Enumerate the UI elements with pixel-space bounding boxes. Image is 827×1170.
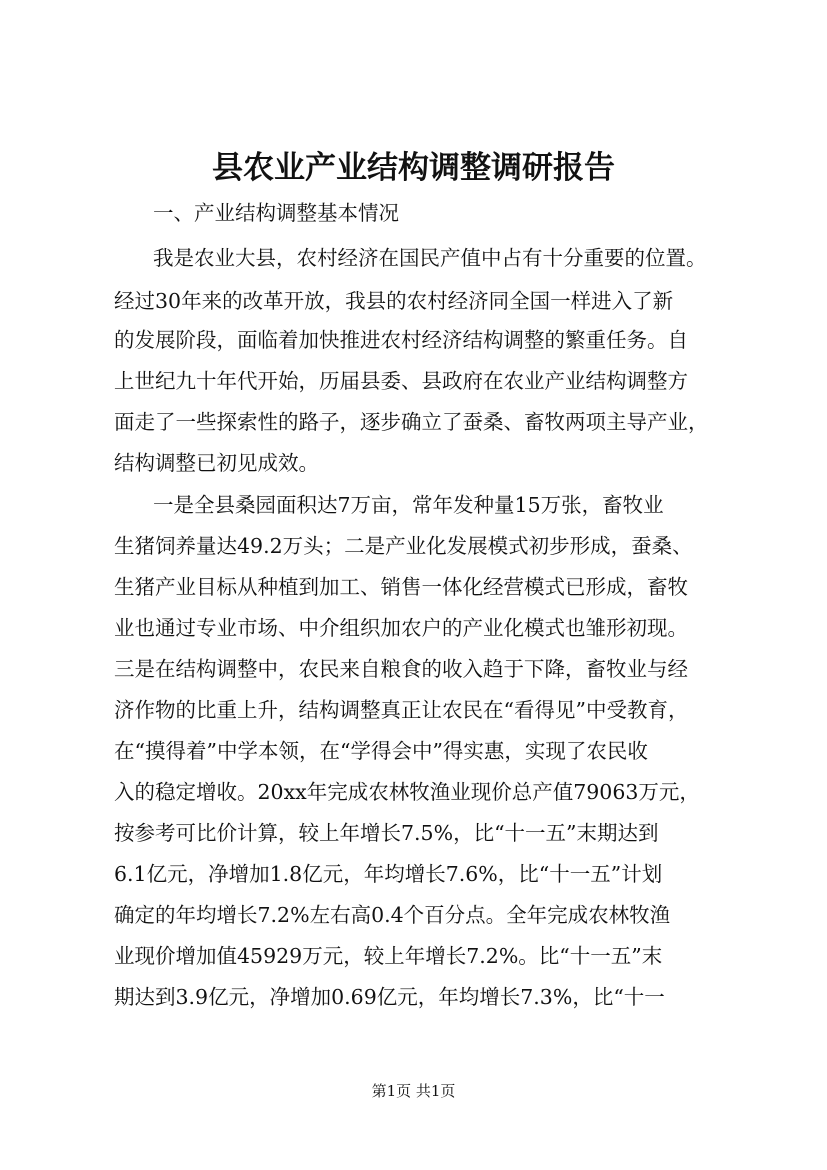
paragraph-line: 上世纪九十年代开始，历届县委、县政府在农业产业结构调整方: [114, 369, 688, 393]
paragraph-line: 我是农业大县，农村经济在国民产值中占有十分重要的位置。: [153, 246, 707, 270]
section-heading: 一、产业结构调整基本情况: [153, 201, 399, 225]
paragraph-line: 入的稳定增收。20xx年完成农林牧渔业现价总产值79063万元，: [114, 780, 700, 804]
paragraph-line: 业现价增加值45929万元，较上年增长7.2%。比“十一五”末: [114, 944, 663, 968]
paragraph-line: 在“摸得着”中学本领，在“学得会中”得实惠，实现了农民收: [114, 739, 648, 763]
page-footer: 第1页 共1页: [371, 1082, 456, 1100]
paragraph-line: 一是全县桑园面积达7万亩，常年发种量15万张，畜牧业: [153, 493, 664, 517]
document-title: 县农业产业结构调整调研报告: [212, 150, 615, 186]
paragraph-line: 期达到3.9亿元，净增加0.69亿元，年均增长7.3%，比“十一: [114, 985, 665, 1009]
paragraph-line: 结构调整已初见成效。: [114, 451, 319, 475]
paragraph-line: 经过30年来的改革开放，我县的农村经济同全国一样进入了新: [114, 289, 674, 313]
paragraph-line: 三是在结构调整中，农民来自粮食的收入趋于下降，畜牧业与经: [114, 657, 688, 681]
paragraph-line: 确定的年均增长7.2%左右高0.4个百分点。全年完成农林牧渔: [114, 903, 671, 927]
paragraph-line: 的发展阶段，面临着加快推进农村经济结构调整的繁重任务。自: [114, 328, 688, 352]
paragraph-line: 生猪产业目标从种植到加工、销售一体化经营模式已形成，畜牧: [114, 575, 688, 599]
paragraph-line: 6.1亿元，净增加1.8亿元，年均增长7.6%，比“十一五”计划: [114, 862, 663, 886]
paragraph-line: 生猪饲养量达49.2万头；二是产业化发展模式初步形成，蚕桑、: [114, 534, 693, 558]
paragraph-line: 按参考可比价计算，较上年增长7.5%，比“十一五”末期达到: [114, 821, 659, 845]
paragraph-line: 业也通过专业市场、中介组织加农户的产业化模式也雏形初现。: [114, 616, 688, 640]
paragraph-line: 济作物的比重上升，结构调整真正让农民在“看得见”中受教育，: [114, 698, 689, 722]
paragraph-line: 面走了一些探索性的路子，逐步确立了蚕桑、畜牧两项主导产业，: [114, 410, 709, 434]
